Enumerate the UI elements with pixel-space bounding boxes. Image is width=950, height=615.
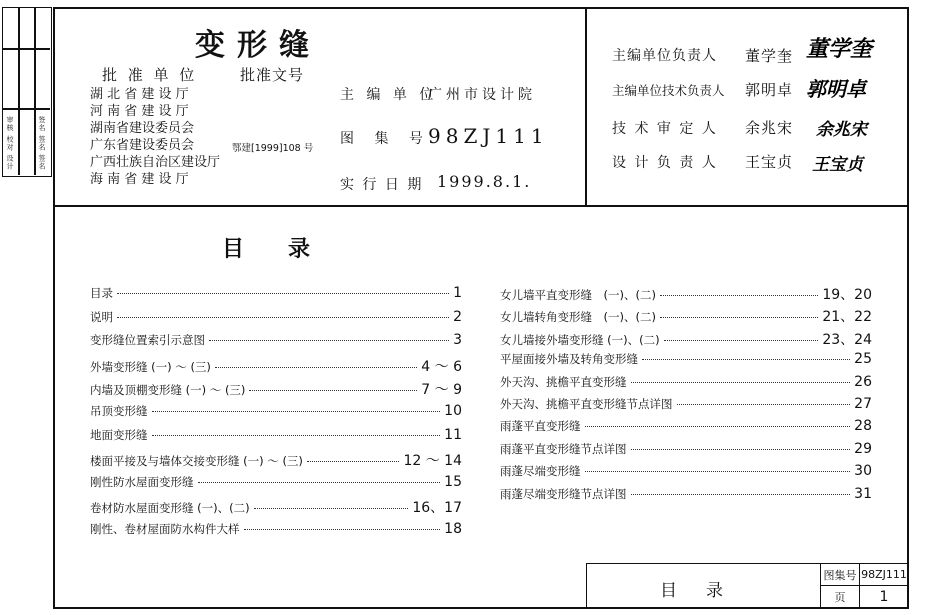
toc-leader-dots: [660, 317, 818, 318]
toc-leader-dots: [631, 449, 851, 450]
toc-entry-page: 11: [444, 426, 462, 443]
toc-leader-dots: [209, 340, 449, 341]
toc-entry: [90, 356, 462, 376]
effective-date: 1999.8.1.: [437, 172, 532, 191]
toc-entry-title: 雨蓬平直变形缝节点详图: [500, 441, 627, 456]
toc-entry: [500, 374, 872, 390]
toc-entry-page: 23、24: [822, 331, 872, 348]
toc-leader-dots: [631, 382, 851, 383]
toc-entry-title: 雨蓬尽端变形缝节点详图: [500, 486, 627, 501]
approve-units-list: [90, 86, 220, 188]
toc-entry-page: 28: [854, 418, 872, 435]
atlas-label-cell: [820, 563, 860, 586]
approve-unit: 广东省建设委员会: [90, 138, 195, 153]
approve-unit: 湖 北 省 建 设 厅: [90, 87, 189, 102]
toc-leader-dots: [254, 508, 409, 509]
approve-unit-label: 批 准 单 位: [102, 66, 198, 84]
toc-entry: [500, 396, 872, 412]
toc-entry-page: 12 ～ 14: [403, 453, 462, 470]
toc-leader-dots: [631, 494, 851, 495]
title-block-name: 目 录: [660, 581, 729, 601]
toc-entry-title: 雨蓬平直变形缝: [500, 419, 581, 434]
toc-entry: [500, 329, 872, 349]
toc-entry: [90, 427, 462, 443]
editor-unit: 广州市设计院: [428, 87, 536, 103]
toc-leader-dots: [117, 293, 449, 294]
toc-entry-page: 27: [854, 396, 872, 412]
tb-page-label: 页: [834, 591, 846, 604]
toc-entry: [500, 351, 872, 367]
toc-leader-dots: [585, 426, 851, 427]
toc-entry: [90, 285, 462, 301]
toc-entry: [500, 306, 872, 326]
side-stamp-roles: 审核 校对 设计: [6, 116, 14, 171]
toc-entry-title: 内墙及顶棚变形缝 (一) ～ (三): [90, 383, 246, 398]
atlas-number: 98ZJ111: [428, 124, 549, 148]
tb-page-no: 1: [879, 589, 889, 605]
toc-entry: [500, 441, 872, 457]
header-divider: [53, 205, 909, 207]
toc-entry: [500, 463, 872, 479]
toc-leader-dots: [677, 404, 851, 405]
toc-entry: [500, 284, 872, 304]
toc-entry: [90, 379, 462, 399]
toc-entry: [90, 521, 462, 537]
toc-entry-title: 变形缝位置索引示意图: [90, 333, 205, 348]
responsible-name: 王宝贞: [745, 153, 794, 171]
toc-entry-page: 2: [453, 308, 462, 325]
toc-entry-title: 外墙变形缝 (一) ～ (三): [90, 359, 211, 374]
tb-atlas-label: 图集号: [823, 568, 857, 582]
toc-entry-title: 外天沟、挑檐平直变形缝: [500, 374, 627, 389]
toc-entry: [90, 450, 462, 470]
approve-doc-label: 批准文号: [240, 66, 305, 84]
toc-entry-page: 18: [444, 521, 462, 537]
toc-entry-page: 15: [444, 473, 462, 490]
responsible-role: 主编单位负责人: [612, 48, 717, 64]
toc-leader-dots: [215, 367, 417, 368]
signature: 董学奎: [806, 36, 873, 62]
toc-entry-page: 25: [854, 351, 872, 368]
toc-entry-page: 29: [854, 440, 872, 457]
toc-entry-page: 16、17: [412, 500, 462, 517]
approve-unit: 河 南 省 建 设 厅: [90, 104, 189, 119]
approve-unit: 湖南省建设委员会: [90, 121, 195, 136]
responsible-divider: [585, 7, 587, 206]
toc-entry-title: 地面变形缝: [90, 427, 148, 442]
binding-strip: [2, 7, 52, 177]
toc-entry: [90, 332, 462, 348]
toc-entry: [90, 497, 462, 517]
toc-entry-title: 刚性防水屋面变形缝: [90, 474, 194, 489]
toc-entry-title: 女儿墙接外墙变形缝 (一)、(二): [500, 332, 660, 347]
toc-entry-title: 刚性、卷材屋面防水构件大样: [90, 522, 240, 536]
toc-entry-title: 女儿墙转角变形缝 (一)、(二): [500, 310, 656, 325]
responsible-name: 董学奎: [745, 47, 794, 65]
responsible-role: 设 计 负 责 人: [612, 155, 718, 171]
toc-entry-title: 楼面平接及与墙体交接变形缝 (一) ～ (三): [90, 454, 303, 469]
responsible-role: 主编单位技术负责人: [612, 83, 725, 98]
toc-entry-page: 30: [854, 463, 872, 480]
toc-entry-page: 31: [854, 485, 872, 502]
tb-atlas-no: 98ZJ111: [861, 568, 907, 581]
toc-entry-page: 1: [453, 285, 462, 301]
page-no-cell: [859, 585, 909, 609]
toc-leader-dots: [152, 411, 441, 412]
toc-leader-dots: [117, 317, 449, 318]
toc-leader-dots: [244, 529, 441, 530]
approve-unit: 海 南 省 建 设 厅: [90, 172, 189, 187]
toc-entry-title: 说明: [90, 309, 113, 324]
toc-entry-title: 吊顶变形缝: [90, 404, 148, 418]
toc-entry-page: 7 ～ 9: [421, 382, 462, 399]
toc-leader-dots: [249, 390, 417, 391]
toc-leader-dots: [642, 359, 850, 360]
toc-entry: [90, 309, 462, 325]
responsible-name: 余兆宋: [745, 119, 794, 137]
toc-entry: [500, 418, 872, 434]
page-label-cell: [820, 585, 860, 609]
toc-entry-title: 雨蓬尽端变形缝: [500, 464, 581, 479]
toc-leader-dots: [660, 295, 818, 296]
toc-entry-title: 目录: [90, 286, 113, 300]
responsible-name: 郭明卓: [745, 81, 794, 99]
signature: 余兆宋: [816, 120, 867, 140]
toc-leader-dots: [307, 461, 400, 462]
toc-leader-dots: [664, 340, 819, 341]
toc-entry-page: 19、20: [822, 287, 872, 303]
toc-title: 目 录: [222, 236, 311, 262]
toc-entry-page: 10: [444, 403, 462, 419]
toc-entry-title: 卷材防水屋面变形缝 (一)、(二): [90, 501, 250, 516]
approve-unit: 广西壮族自治区建设厅: [90, 155, 221, 170]
approve-doc-no: 鄂建[1999]108 号: [232, 143, 314, 154]
toc-entry-page: 21、22: [822, 309, 872, 326]
signature: 王宝贞: [812, 155, 863, 175]
atlas-label: 图 集 号: [340, 131, 431, 147]
editor-unit-label: 主 编 单 位: [340, 87, 438, 103]
effective-label: 实 行 日 期: [340, 177, 424, 193]
atlas-no-cell: [859, 563, 909, 586]
drawing-title: 变形缝: [195, 28, 321, 63]
toc-entry-page: 26: [854, 373, 872, 390]
signature: 郭明卓: [806, 77, 866, 101]
toc-entry: [90, 474, 462, 490]
toc-entry-title: 外天沟、挑檐平直变形缝节点详图: [500, 397, 673, 411]
toc-leader-dots: [198, 482, 441, 483]
toc-entry: [500, 486, 872, 502]
side-stamp-signs: 签名 签名 签名: [38, 116, 46, 171]
toc-entry-title: 女儿墙平直变形缝 (一)、(二): [500, 288, 656, 302]
toc-entry: [90, 403, 462, 419]
toc-leader-dots: [585, 471, 851, 472]
toc-entry-page: 4 ～ 6: [421, 358, 462, 375]
toc-entry-title: 平屋面接外墙及转角变形缝: [500, 352, 638, 367]
toc-entry-page: 3: [453, 332, 462, 349]
toc-leader-dots: [152, 435, 441, 436]
responsible-role: 技 术 审 定 人: [612, 121, 718, 137]
